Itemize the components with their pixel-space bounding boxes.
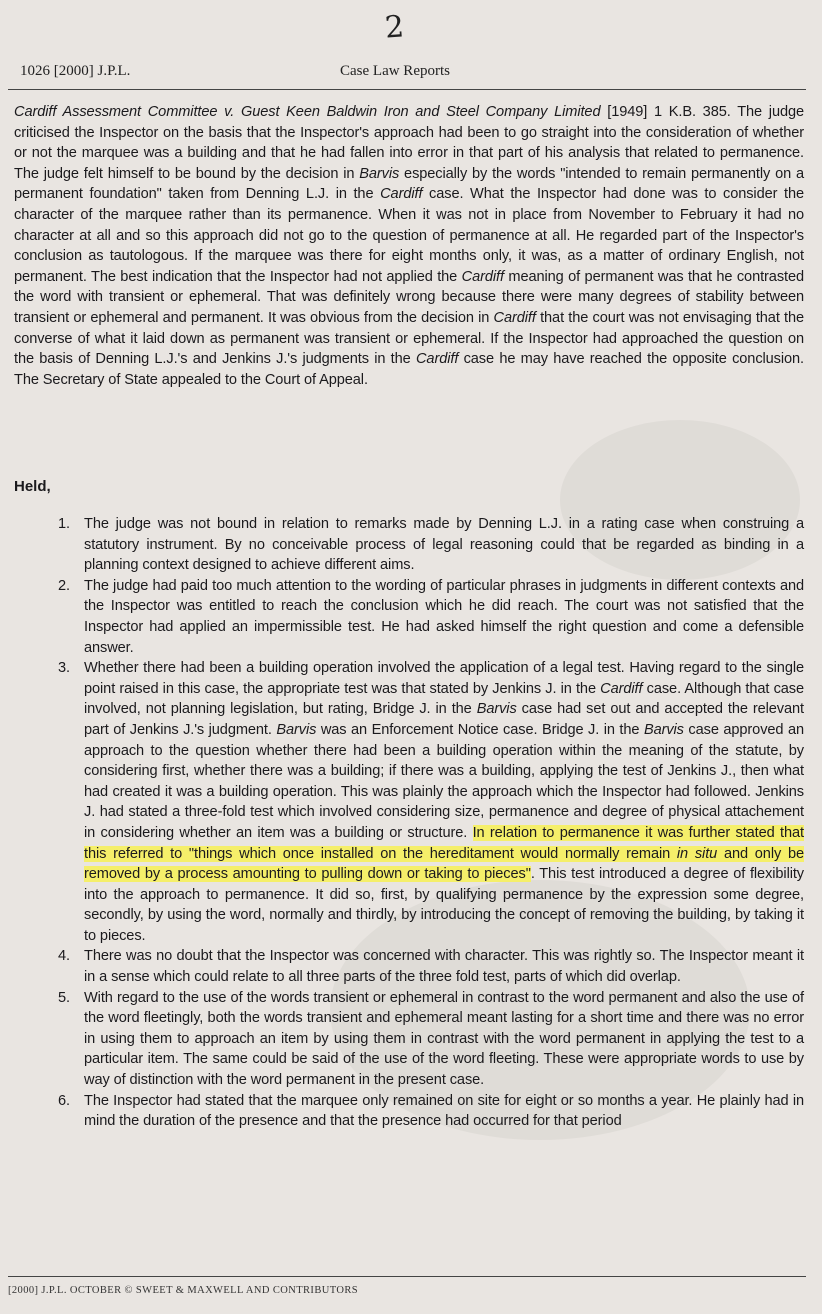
holding-number: 3.: [58, 660, 70, 677]
holding-text: The judge had paid too much attention to the wording of particular phrases in judgments in different contexts and the Inspector was entitled to reach the conclusion which he did reach. The court was not satisfied that the Inspector had applied an impermissible test. He had asked himself the right question and come a defensible answer.: [84, 577, 804, 656]
case-name-cardiff: Cardiff: [415, 351, 459, 368]
holding-number: 5.: [58, 989, 70, 1006]
case-name-cardiff: Cardiff: [380, 186, 423, 203]
header-rule: [8, 89, 806, 90]
citation-case-name: Cardiff Assessment Committee v. Guest Keen Baldwin Iron and Steel Company Limited: [14, 104, 601, 120]
held-heading: Held,: [14, 478, 51, 495]
case-name-cardiff: Cardiff: [461, 268, 504, 285]
holding-item: [36, 514, 804, 576]
holding-number: 1.: [58, 516, 70, 532]
holding-text: Whether there had been a building operation involved the application of a legal test. Having regard to the single point raised in this case, the appropriate test was that stated by Jenkins J. in the Cardiff case. Although that case involved, not planning legislation, but rating, Bridge J. in the Barvis case had set out and accepted the relevant part of Jenkins J.'s judgment. Barvis was an Enforcement Notice case. Bridge J. in the Barvis case approved an approach to the question whether there had been a building operation within the meaning of the statute, by considering first, whether there was a building; if there was a building, applying the test of Jenkins J., then what had created it was a building operation. This was plainly the approach which the Inspector had followed. Jenkins J. had stated a three-fold test which involved considering size, permanence and degree of physical attachement in considering whether an item was a building or structure. In relation to permanence it was further stated that this referred to "things which once installed on the hereditament would normally remain in situ and only be removed by a process amounting to pulling down or taking to pieces". This test introduced a degree of flexibility into the approach to permanence. It did so, first, by qualifying permanence by the expression some degree, secondly, by using the word, normally and thirdly, by introducing the concept of removing the building, by taking it to pieces.: [84, 660, 804, 944]
holding-number: 6.: [58, 1092, 70, 1109]
page-reference: 1026 [2000] J.P.L.: [20, 63, 131, 79]
case-name-cardiff: Cardiff: [493, 309, 536, 326]
intro-paragraph: [14, 102, 804, 390]
holding-item: [36, 658, 804, 946]
intro-text-1: The judge criticised the Inspector on the basis that the Inspector's approach had been to go straight into the consideration of whether or not the marquee was a building and that he had fallen into error in that part of his analysis that related to permanence. The judge felt himself to be bound by the decision in: [14, 104, 805, 182]
holding-item: [36, 1091, 804, 1132]
holding-text: There was no doubt that the Inspector was concerned with character. This was rightly so. The Inspector meant it in a sense which could relate to all three parts of the three fold test, parts of which did overlap.: [84, 948, 804, 986]
citation-reference: [1949] 1 K.B. 385.: [600, 104, 731, 120]
holding-item: [36, 946, 804, 987]
intro-text-2: especially by the words "intended to remain permanently on a permanent foundation" taken from Denning L.J. in the: [14, 165, 804, 203]
holding-item: [36, 988, 804, 1091]
intro-text-3: case. What the Inspector had done was to consider the character of the marquee rather than its permanence. When it was not in place from November to February it had no character at all and so this approach did not go to the question of permanence at all. He regarded part of the Inspector's conclusion as tautologous. If the marquee was there for eight months only, it was, as a matter of ordinary English, not permanent. The best indication that the Inspector had not applied the: [14, 186, 804, 285]
holding-number: 2.: [58, 577, 70, 594]
footer-rule: [8, 1276, 806, 1277]
header-title: Case Law Reports: [340, 63, 450, 79]
intro-text-5: that the court was not envisaging that the converse of what it laid down as permanent was transient or ephemeral. If the Inspector had approached the question on the basis of Denning L.J.'s and Jenkins J.'s judgments in the: [14, 309, 805, 368]
holding-item: [36, 576, 804, 658]
page-footer: [2000] J.P.L. OCTOBER © SWEET & MAXWELL AND CONTRIBUTORS: [8, 1285, 358, 1296]
holdings-list: [36, 514, 804, 1132]
intro-text-6: case he may have reached the opposite conclusion. The Secretary of State appealed to the Court of Appeal.: [14, 351, 804, 388]
handwritten-page-mark: 2: [383, 9, 406, 46]
running-header: [14, 61, 804, 85]
holding-text: The Inspector had stated that the marquee only remained on site for eight or so months a year. He plainly had in mind the duration of the presence and that the presence had occurred for that period: [84, 1092, 804, 1130]
holding-text: The judge was not bound in relation to remarks made by Denning L.J. in a rating case when construing a statutory instrument. By no conceivable process of legal reasoning could that be regarded as binding in a planning context designed to achieve different aims.: [84, 516, 804, 574]
holding-text: With regard to the use of the words transient or ephemeral in contrast to the word permanent and also the use of the word fleetingly, both the words transient and ephemeral meant lasting for a short time and there was no error in using them to approach an item by using them in contrast with the word permanent in applying the test to a particular item. The same could be said of the use of the word fleeting. These were appropriate words to use by way of distinction with the word permanent in the present case.: [84, 989, 804, 1089]
highlighted-passage: In relation to permanence it was further stated that this referred to "things which once installed on the hereditament would normally remain in situ and only be removed by a process amounting to pulling down or taking to pieces": [84, 824, 804, 883]
holding-number: 4.: [58, 948, 70, 965]
case-name-barvis: Barvis: [359, 165, 400, 182]
intro-text-4: meaning of permanent was that he contrasted the word with transient or ephemeral. That was definitely wrong because there were many degrees of stability between transient or ephemeral and permanent. It was obvious from the decision in: [14, 268, 804, 326]
